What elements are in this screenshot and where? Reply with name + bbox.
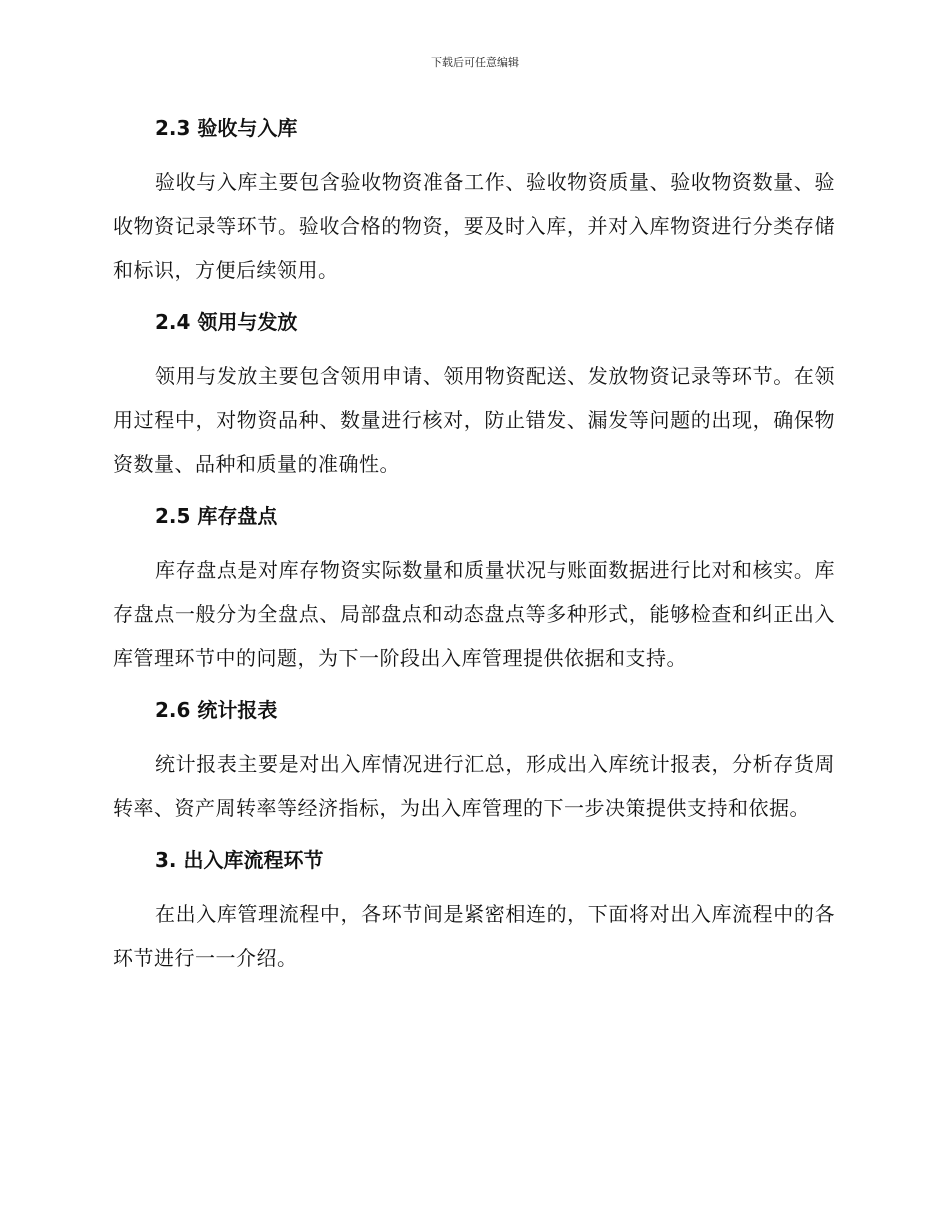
section-heading: 2.5 库存盘点 <box>155 504 278 528</box>
document-body <box>113 112 835 994</box>
section-3 <box>113 844 835 980</box>
section-heading: 2.3 验收与入库 <box>155 116 298 140</box>
section-2-3 <box>113 112 835 292</box>
section-2-4 <box>113 306 835 486</box>
section-paragraph: 验收与入库主要包含验收物资准备工作、验收物资质量、验收物资数量、验收物资记录等环节。验收合格的物资，要及时入库，并对入库物资进行分类存储和标识，方便后续领用。 <box>113 170 835 282</box>
section-2-6 <box>113 694 835 830</box>
section-paragraph: 库存盘点是对库存物资实际数量和质量状况与账面数据进行比对和核实。库存盘点一般分为全盘点、局部盘点和动态盘点等多种形式，能够检查和纠正出入库管理环节中的问题，为下一阶段出入库管理提供依据和支持。 <box>113 558 835 670</box>
section-heading: 2.6 统计报表 <box>155 698 278 722</box>
section-paragraph: 在出入库管理流程中，各环节间是紧密相连的，下面将对出入库流程中的各环节进行一一介绍。 <box>113 902 835 970</box>
section-2-5 <box>113 500 835 680</box>
section-heading: 2.4 领用与发放 <box>155 310 298 334</box>
section-paragraph: 领用与发放主要包含领用申请、领用物资配送、发放物资记录等环节。在领用过程中，对物资品种、数量进行核对，防止错发、漏发等问题的出现，确保物资数量、品种和质量的准确性。 <box>113 364 835 476</box>
section-heading: 3. 出入库流程环节 <box>155 848 324 872</box>
page-header-note: 下载后可任意编辑 <box>431 56 519 69</box>
section-paragraph: 统计报表主要是对出入库情况进行汇总，形成出入库统计报表，分析存货周转率、资产周转率等经济指标，为出入库管理的下一步决策提供支持和依据。 <box>113 752 835 820</box>
